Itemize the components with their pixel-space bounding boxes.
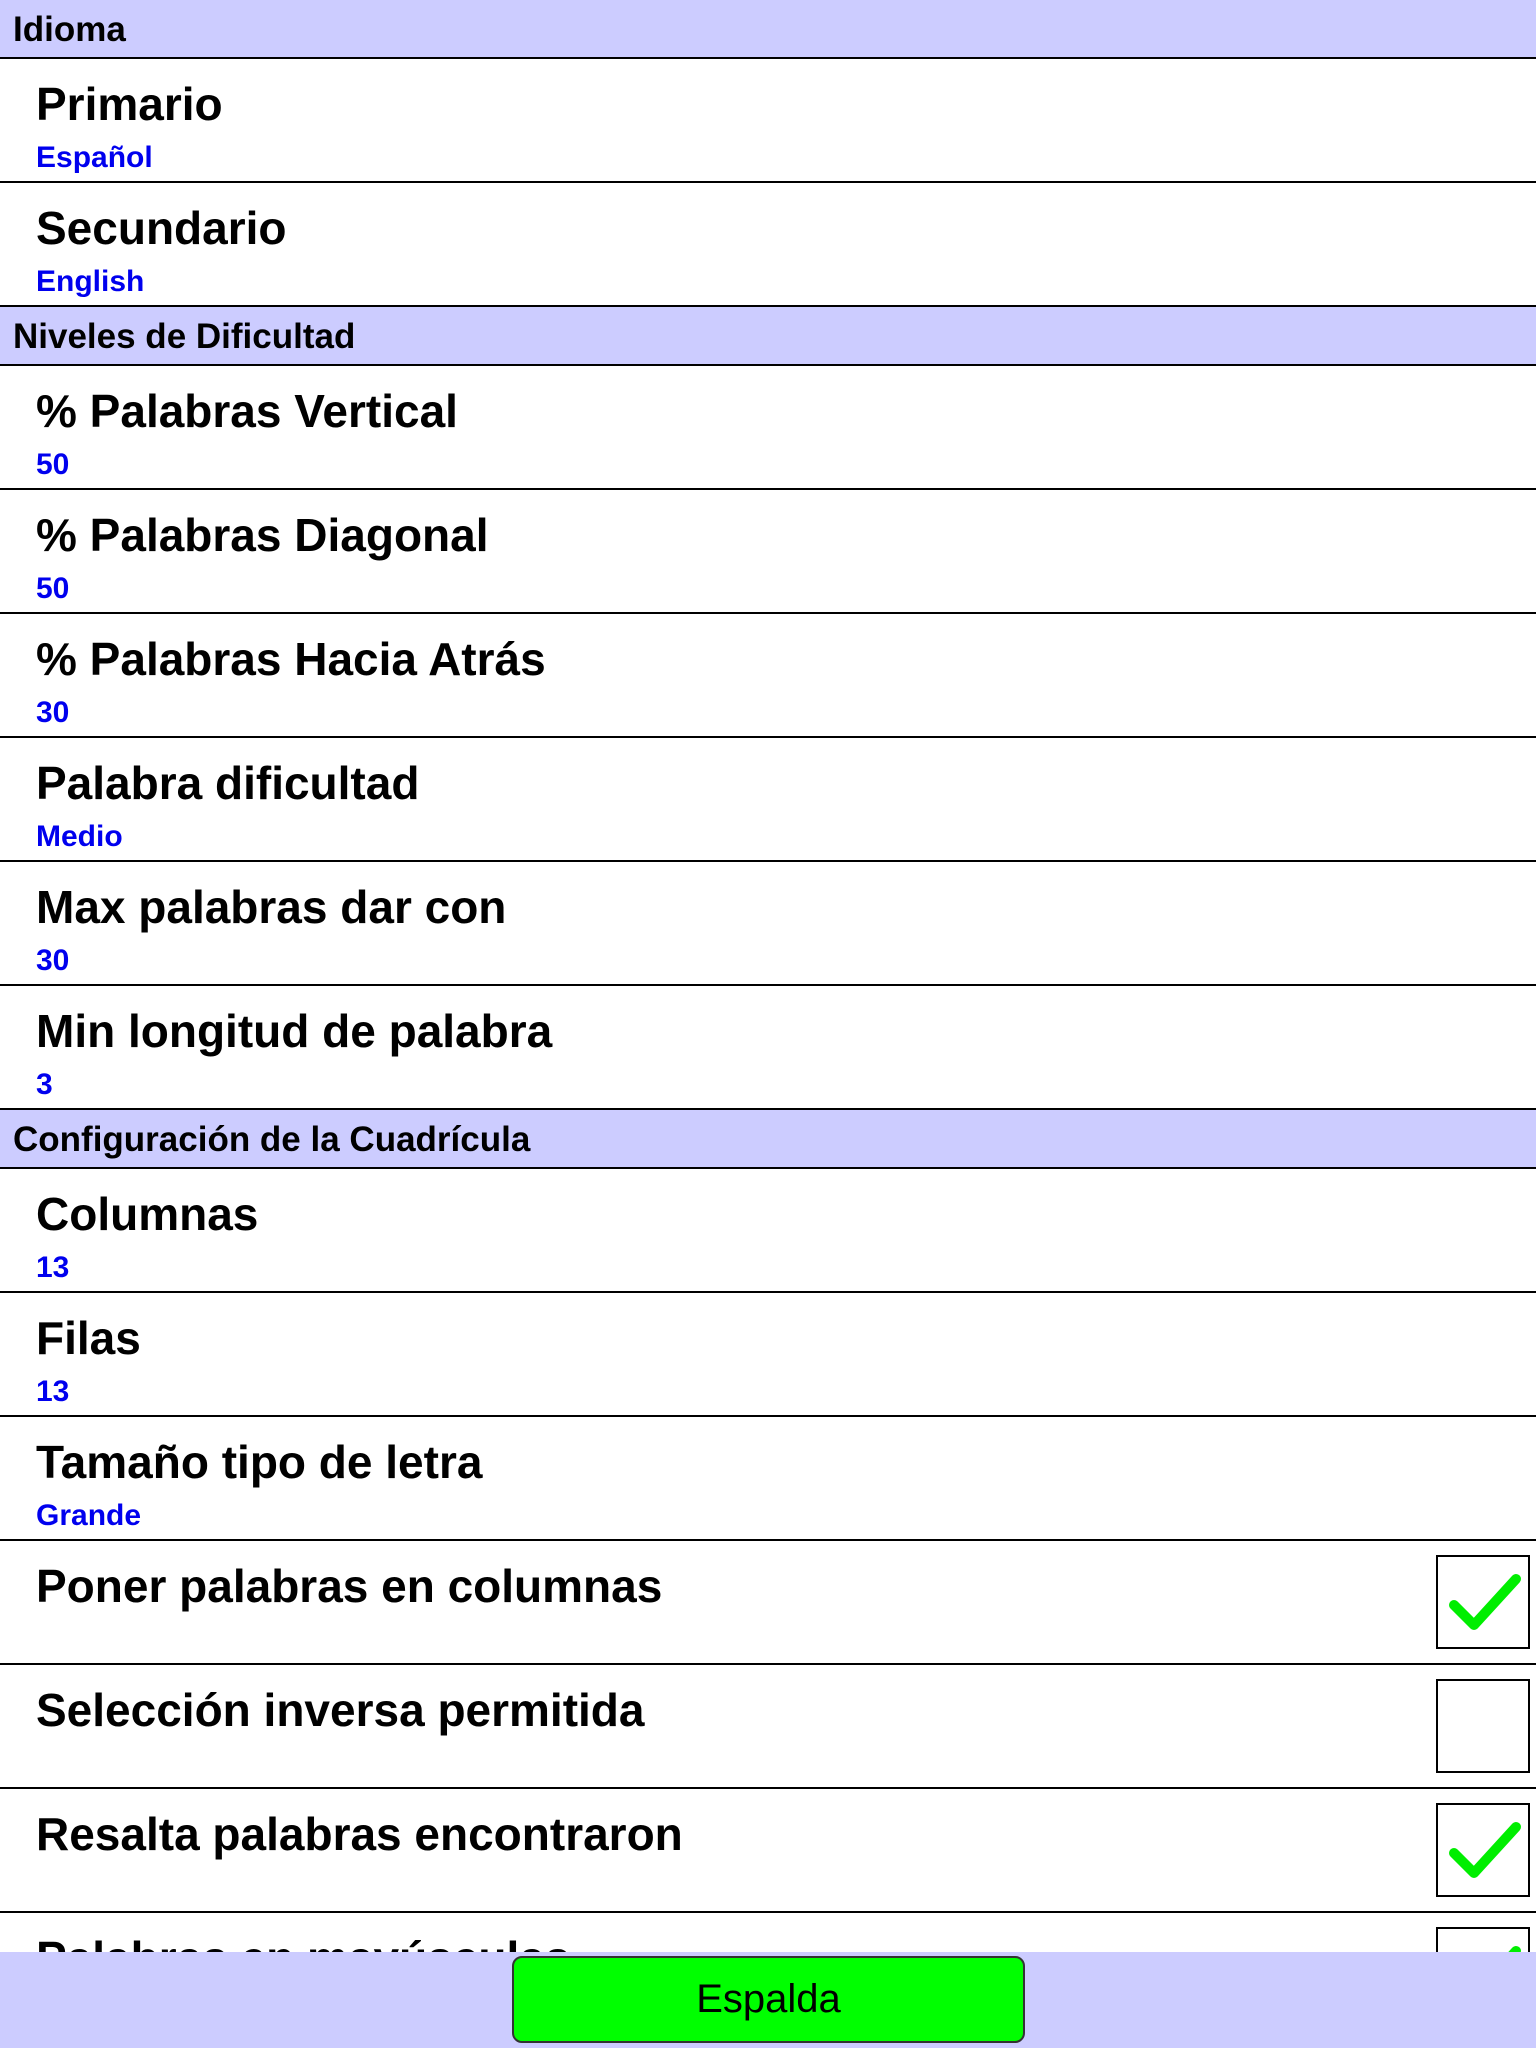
checkmark-icon: [1446, 1565, 1522, 1641]
checkbox[interactable]: [1436, 1803, 1530, 1897]
setting-value: English: [36, 265, 145, 298]
setting-title: Min longitud de palabra: [36, 1005, 553, 1057]
setting-title: % Palabras Hacia Atrás: [36, 633, 546, 685]
setting-title: Columnas: [36, 1188, 259, 1240]
section-header-cuadricula: [0, 1110, 1536, 1169]
setting-row-primario[interactable]: [0, 59, 1536, 183]
section-title: Niveles de Dificultad: [13, 317, 356, 356]
checkbox[interactable]: [1436, 1555, 1530, 1649]
setting-title: Primario: [36, 78, 223, 130]
setting-value: 50: [36, 572, 70, 605]
setting-value: 30: [36, 944, 70, 977]
checkbox[interactable]: [1436, 1679, 1530, 1773]
checkmark-icon: [1446, 1813, 1522, 1889]
setting-row-columnas[interactable]: [0, 1169, 1536, 1293]
section-title: Idioma: [13, 10, 126, 49]
setting-title: Palabra dificultad: [36, 757, 420, 809]
setting-row-resalta[interactable]: [0, 1789, 1536, 1913]
section-header-niveles: [0, 307, 1536, 366]
setting-row-vertical[interactable]: [0, 366, 1536, 490]
setting-row-dificultad[interactable]: [0, 738, 1536, 862]
setting-value: 50: [36, 448, 70, 481]
setting-title: Max palabras dar con: [36, 881, 507, 933]
section-title: Configuración de la Cuadrícula: [13, 1120, 531, 1159]
bottom-toolbar: [0, 1952, 1536, 2048]
setting-row-tamano-letra[interactable]: [0, 1417, 1536, 1541]
setting-row-min-longitud[interactable]: [0, 986, 1536, 1110]
section-header-idioma: [0, 0, 1536, 59]
setting-title: Secundario: [36, 202, 287, 254]
setting-row-seleccion-inversa[interactable]: [0, 1665, 1536, 1789]
setting-row-hacia-atras[interactable]: [0, 614, 1536, 738]
setting-value: Español: [36, 141, 153, 174]
setting-title: Poner palabras en columnas: [36, 1560, 663, 1612]
setting-title: % Palabras Diagonal: [36, 509, 489, 561]
setting-value: 13: [36, 1251, 70, 1284]
back-button[interactable]: Espalda: [512, 1956, 1025, 2043]
setting-value: 3: [36, 1068, 53, 1101]
setting-title: Filas: [36, 1312, 141, 1364]
setting-title: % Palabras Vertical: [36, 385, 458, 437]
setting-value: 13: [36, 1375, 70, 1408]
setting-title: Tamaño tipo de letra: [36, 1436, 483, 1488]
setting-row-secundario[interactable]: [0, 183, 1536, 307]
setting-row-max-palabras[interactable]: [0, 862, 1536, 986]
setting-row-poner-columnas[interactable]: [0, 1541, 1536, 1665]
setting-title: Selección inversa permitida: [36, 1684, 645, 1736]
setting-value: Medio: [36, 820, 123, 853]
setting-value: Grande: [36, 1499, 142, 1532]
setting-value: 30: [36, 696, 70, 729]
setting-title: Resalta palabras encontraron: [36, 1808, 683, 1860]
setting-row-diagonal[interactable]: [0, 490, 1536, 614]
setting-row-filas[interactable]: [0, 1293, 1536, 1417]
